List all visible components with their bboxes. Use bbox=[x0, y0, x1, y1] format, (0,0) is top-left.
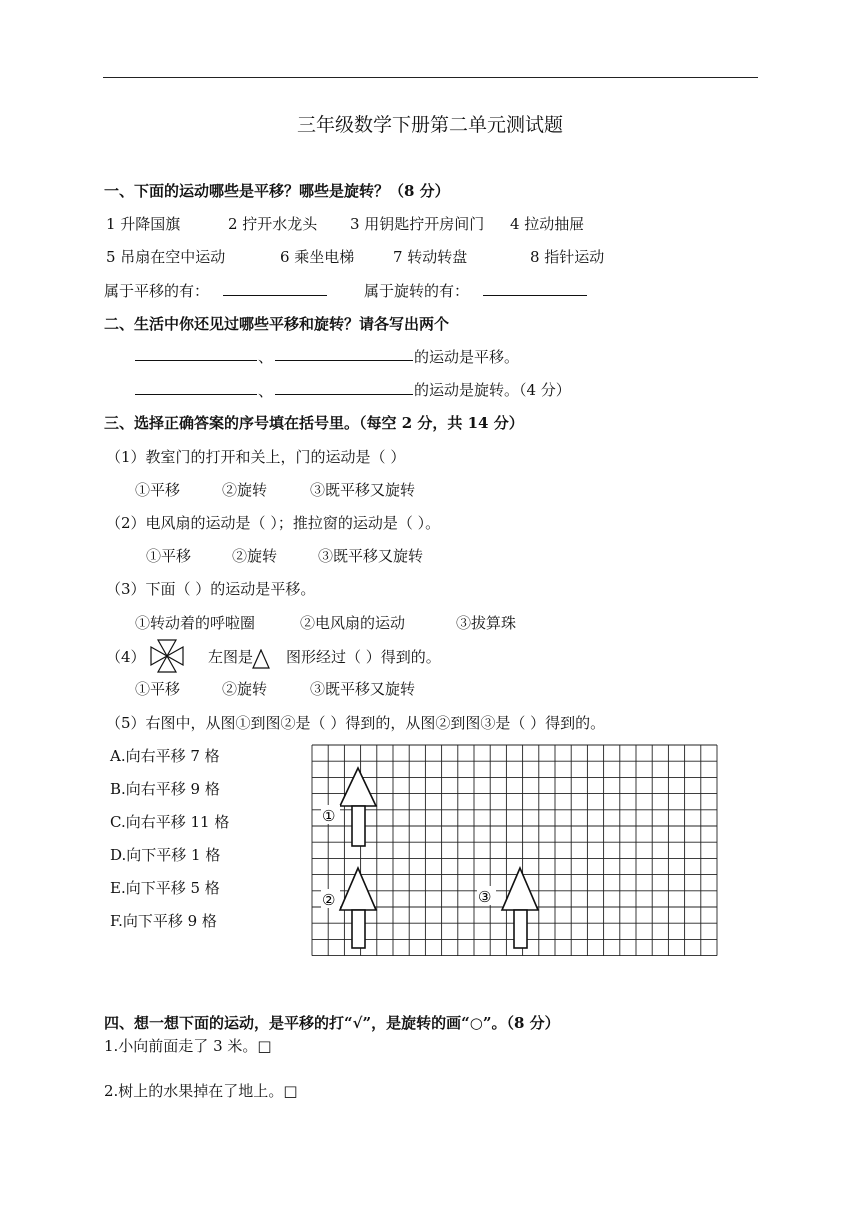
q3-text: （3）下面（ ）的运动是平移。 bbox=[106, 580, 316, 598]
q2-text: （2）电风扇的运动是（ ）；推拉窗的运动是（ ）。 bbox=[106, 514, 441, 532]
translate-example-blank-2[interactable] bbox=[275, 346, 413, 361]
q5-option-d: D.向下平移 1 格 bbox=[110, 846, 221, 864]
s1-item-6: 6 乘坐电梯 bbox=[280, 248, 355, 266]
section-1-heading: 一、下面的运动哪些是平移？哪些是旋转？（8 分） bbox=[104, 182, 450, 200]
q5-option-b: B.向右平移 9 格 bbox=[110, 780, 220, 798]
q2-option-3: ③既平移又旋转 bbox=[318, 547, 424, 565]
rotate-example-blank-1[interactable] bbox=[135, 380, 257, 395]
arrow-3-shaft bbox=[514, 910, 527, 948]
separator: 、 bbox=[258, 382, 274, 400]
q1-option-1: ①平移 bbox=[135, 481, 181, 499]
q5-option-f: F.向下平移 9 格 bbox=[110, 912, 217, 930]
s1-item-7: 7 转动转盘 bbox=[393, 248, 468, 266]
arrow-1-shaft bbox=[352, 806, 365, 846]
q4-mid: 左图是 bbox=[208, 648, 254, 666]
q5-option-a: A.向右平移 7 格 bbox=[110, 747, 220, 765]
q5-option-e: E.向下平移 5 格 bbox=[110, 879, 220, 897]
q4-prefix: （4） bbox=[106, 648, 146, 666]
q2-option-1: ①平移 bbox=[146, 547, 192, 565]
q5-text: （5）右图中，从图①到图②是（ ）得到的，从图②到图③是（ ）得到的。 bbox=[106, 714, 606, 732]
q4-tail: 图形经过（ ）得到的。 bbox=[286, 648, 441, 666]
triangle-figure bbox=[251, 649, 271, 669]
q5-option-c: C.向右平移 11 格 bbox=[110, 813, 230, 831]
grid-label-1: ① bbox=[322, 807, 336, 825]
section-4-heading: 四、想一想下面的运动，是平移的打“√”，是旋转的画“○”。（8 分） bbox=[104, 1014, 560, 1032]
s1-item-4: 4 拉动抽屉 bbox=[510, 215, 585, 233]
grid-label-2: ② bbox=[322, 891, 336, 909]
q3-option-3: ③拔算珠 bbox=[456, 614, 517, 632]
rotate-line-tail: 的运动是旋转。（4 分） bbox=[414, 381, 571, 399]
rotate-example-blank-2[interactable] bbox=[275, 380, 413, 395]
translate-example-blank-1[interactable] bbox=[135, 346, 257, 361]
header-rule bbox=[103, 77, 758, 78]
q4-option-3: ③既平移又旋转 bbox=[310, 680, 416, 698]
q1-option-3: ③既平移又旋转 bbox=[310, 481, 416, 499]
s1-item-3: 3 用钥匙拧开房间门 bbox=[350, 215, 485, 233]
pinwheel-figure bbox=[148, 637, 186, 675]
translation-grid bbox=[300, 740, 720, 960]
page-title: 三年级数学下册第二单元测试题 bbox=[296, 114, 563, 136]
s1-item-2: 2 拧开水龙头 bbox=[228, 215, 318, 233]
arrow-2-shaft bbox=[352, 910, 365, 948]
q1-option-2: ②旋转 bbox=[222, 481, 268, 499]
translate-line-tail: 的运动是平移。 bbox=[414, 348, 520, 366]
q3-option-2: ②电风扇的运动 bbox=[300, 614, 406, 632]
s4-item-2: 2.树上的水果掉在了地上。□ bbox=[104, 1082, 298, 1100]
q4-option-2: ②旋转 bbox=[222, 680, 268, 698]
arrow-1-head bbox=[340, 768, 376, 806]
separator: 、 bbox=[258, 348, 274, 366]
s1-item-8: 8 指针运动 bbox=[530, 248, 605, 266]
section-2-heading: 二、生活中你还见过哪些平移和旋转？请各写出两个 bbox=[104, 315, 450, 333]
q4-option-1: ①平移 bbox=[135, 680, 181, 698]
q2-option-2: ②旋转 bbox=[232, 547, 278, 565]
s1-item-1: 1 升降国旗 bbox=[106, 215, 181, 233]
q3-option-1: ①转动着的呼啦圈 bbox=[135, 614, 256, 632]
translate-answer-blank[interactable] bbox=[223, 281, 327, 296]
translate-label: 属于平移的有： bbox=[104, 282, 210, 300]
s4-item-1: 1.小向前面走了 3 米。□ bbox=[104, 1037, 272, 1055]
s1-item-5: 5 吊扇在空中运动 bbox=[106, 248, 226, 266]
q1-text: （1）教室门的打开和关上，门的运动是（ ） bbox=[106, 448, 406, 466]
rotate-answer-blank[interactable] bbox=[483, 281, 587, 296]
grid-label-3: ③ bbox=[478, 888, 492, 906]
rotate-label: 属于旋转的有： bbox=[364, 282, 470, 300]
section-3-heading: 三、选择正确答案的序号填在括号里。（每空 2 分，共 14 分） bbox=[104, 414, 524, 432]
